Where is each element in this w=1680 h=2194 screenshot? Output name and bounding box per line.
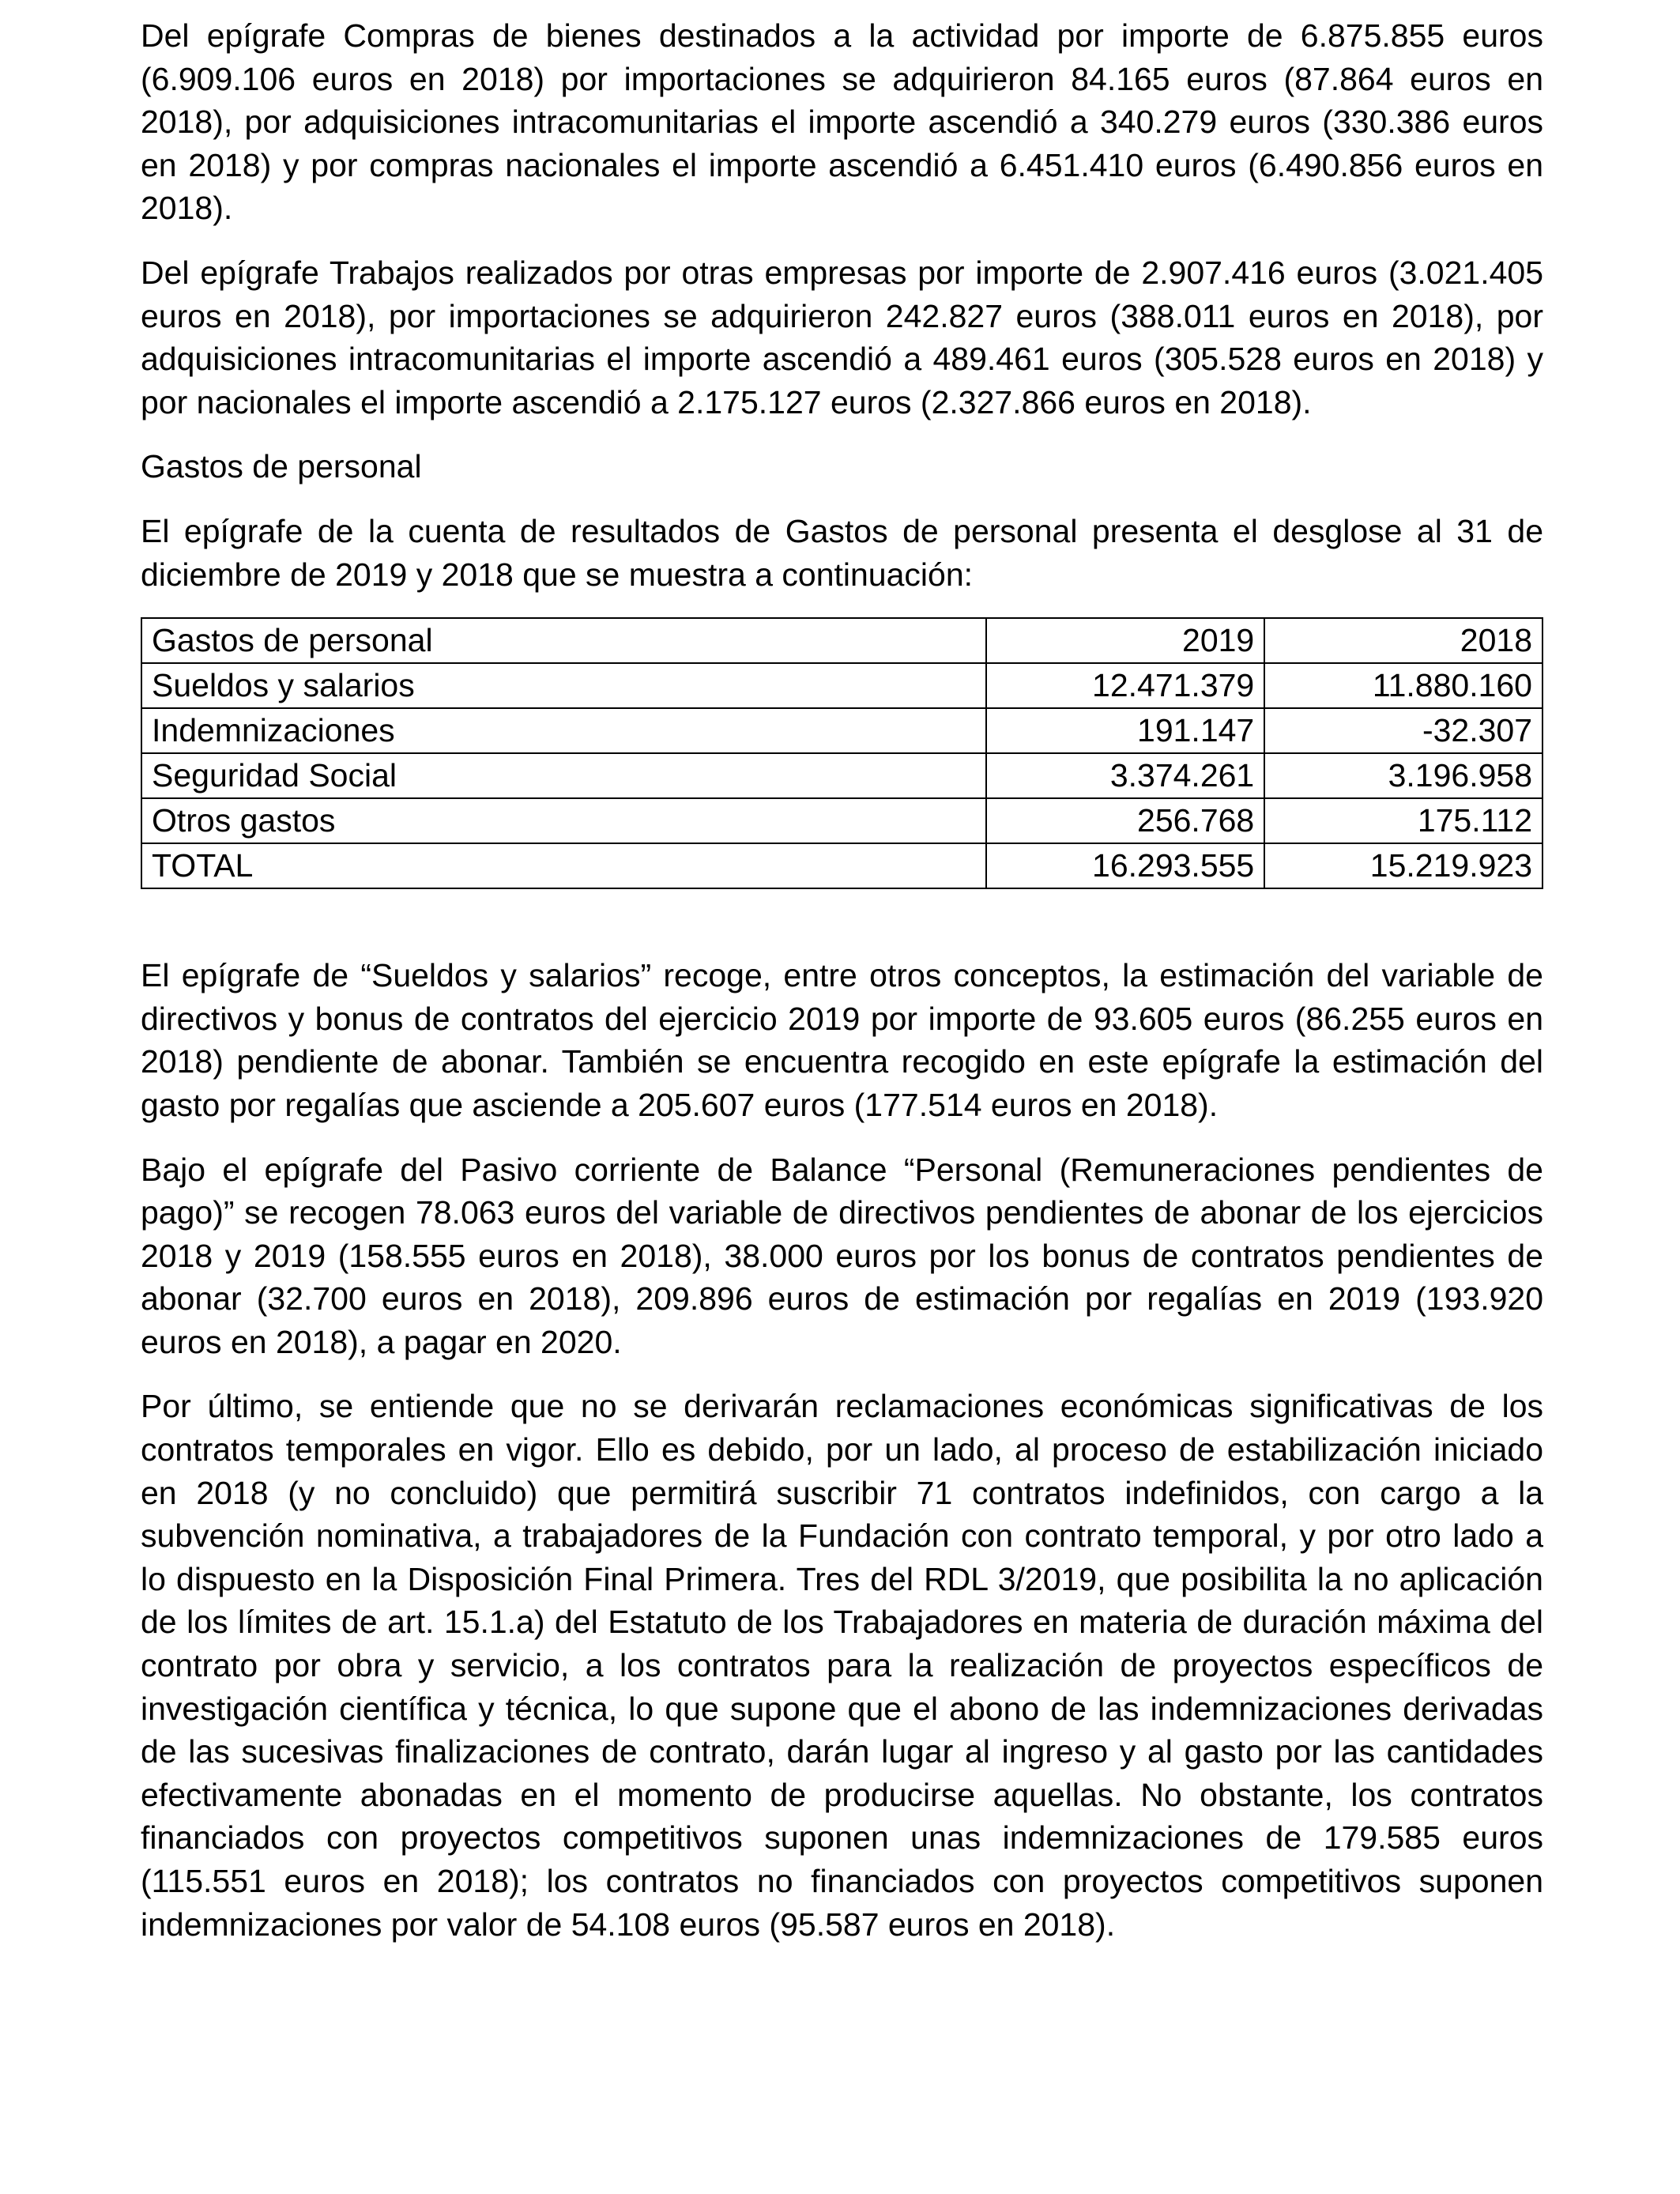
table-cell: 3.196.958 [1264, 753, 1543, 798]
table-cell: Sueldos y salarios [141, 663, 986, 708]
table-header-row [141, 618, 1543, 663]
paragraph-sueldos: El epígrafe de “Sueldos y salarios” recoge, entre otros conceptos, la estimación del variable de directivos y bonus de contratos del ejercicio 2019 por importe de 93.605 euros (86.255 euros en 2018) pendiente de abonar. También se encuentra recogido en este epígrafe la estimación del gasto por regalías que asciende a 205.607 euros (177.514 euros en 2018). [141, 957, 1543, 1123]
paragraph-intro: El epígrafe de la cuenta de resultados de Gastos de personal presenta el desglose al 31 de diciembre de 2019 y 2018 que se muestra a continuación: [141, 512, 1543, 593]
paragraph-ultimo: Por último, se entiende que no se derivarán reclamaciones económicas significativas de los contratos temporales en vigor. Ello es debido, por un lado, al proceso de estabilización iniciado en 2018 (y no concluido) que permitirá suscribir 71 contratos indefinidos, con cargo a la subvención nominativa, a trabajadores de la Fundación con contrato temporal, y por otro lado a lo dispuesto en la Disposición Final Primera. Tres del RDL 3/2019, que posibilita la no aplicación de los límites de art. 15.1.a) del Estatuto de los Trabajadores en materia de duración máxima del contrato por obra y servicio, a los contratos para la realización de proyectos específicos de investigación científica y técnica, lo que supone que el abono de las indemnizaciones derivadas de las sucesivas finalizaciones de contrato, darán lugar al ingreso y al gasto por las cantidades efectivamente abonadas en el momento de producirse aquellas. No obstante, los contratos financiados con proyectos competitivos suponen unas indemnizaciones de 179.585 euros (115.551 euros en 2018); los contratos no financiados con proyectos competitivos suponen indemnizaciones por valor de 54.108 euros (95.587 euros en 2018). [141, 1388, 1543, 1943]
gastos-personal-table [141, 617, 1543, 889]
table-cell: 191.147 [986, 708, 1264, 753]
table-cell: Indemnizaciones [141, 708, 986, 753]
table-header-cell: Gastos de personal [141, 618, 986, 663]
section-heading: Gastos de personal [141, 448, 422, 485]
table-cell: 15.219.923 [1264, 843, 1543, 888]
document-page [141, 14, 1543, 1946]
table-cell: 11.880.160 [1264, 663, 1543, 708]
table-cell: TOTAL [141, 843, 986, 888]
table-cell: 175.112 [1264, 798, 1543, 843]
table-cell: -32.307 [1264, 708, 1543, 753]
table-cell: 256.768 [986, 798, 1264, 843]
table-total-row [141, 843, 1543, 888]
table-row [141, 753, 1543, 798]
table-header-cell: 2019 [986, 618, 1264, 663]
paragraph-compras: Del epígrafe Compras de bienes destinados a la actividad por importe de 6.875.855 euros (6.909.106 euros en 2018) por importaciones se adquirieron 84.165 euros (87.864 euros en 2018), por adquisiciones intracomunitarias el importe ascendió a 340.279 euros (330.386 euros en 2018) y por compras nacionales el importe ascendió a 6.451.410 euros (6.490.856 euros en 2018). [141, 17, 1543, 227]
table-cell: Seguridad Social [141, 753, 986, 798]
table-cell: 3.374.261 [986, 753, 1264, 798]
table-cell: 16.293.555 [986, 843, 1264, 888]
paragraph-trabajos: Del epígrafe Trabajos realizados por otras empresas por importe de 2.907.416 euros (3.021.405 euros en 2018), por importaciones se adquirieron 242.827 euros (388.011 euros en 2018), por adquisiciones intracomunitarias el importe ascendió a 489.461 euros (305.528 euros en 2018) y por nacionales el importe ascendió a 2.175.127 euros (2.327.866 euros en 2018). [141, 254, 1543, 420]
table-row [141, 798, 1543, 843]
table-row [141, 708, 1543, 753]
paragraph-pasivo: Bajo el epígrafe del Pasivo corriente de Balance “Personal (Remuneraciones pendientes de pago)” se recogen 78.063 euros del variable de directivos pendientes de abonar de los ejercicios 2018 y 2019 (158.555 euros en 2018), 38.000 euros por los bonus de contratos pendientes de abonar (32.700 euros en 2018), 209.896 euros de estimación por regalías en 2019 (193.920 euros en 2018), a pagar en 2020. [141, 1151, 1543, 1360]
table-row [141, 663, 1543, 708]
table-cell: Otros gastos [141, 798, 986, 843]
table-cell: 12.471.379 [986, 663, 1264, 708]
table-header-cell: 2018 [1264, 618, 1543, 663]
